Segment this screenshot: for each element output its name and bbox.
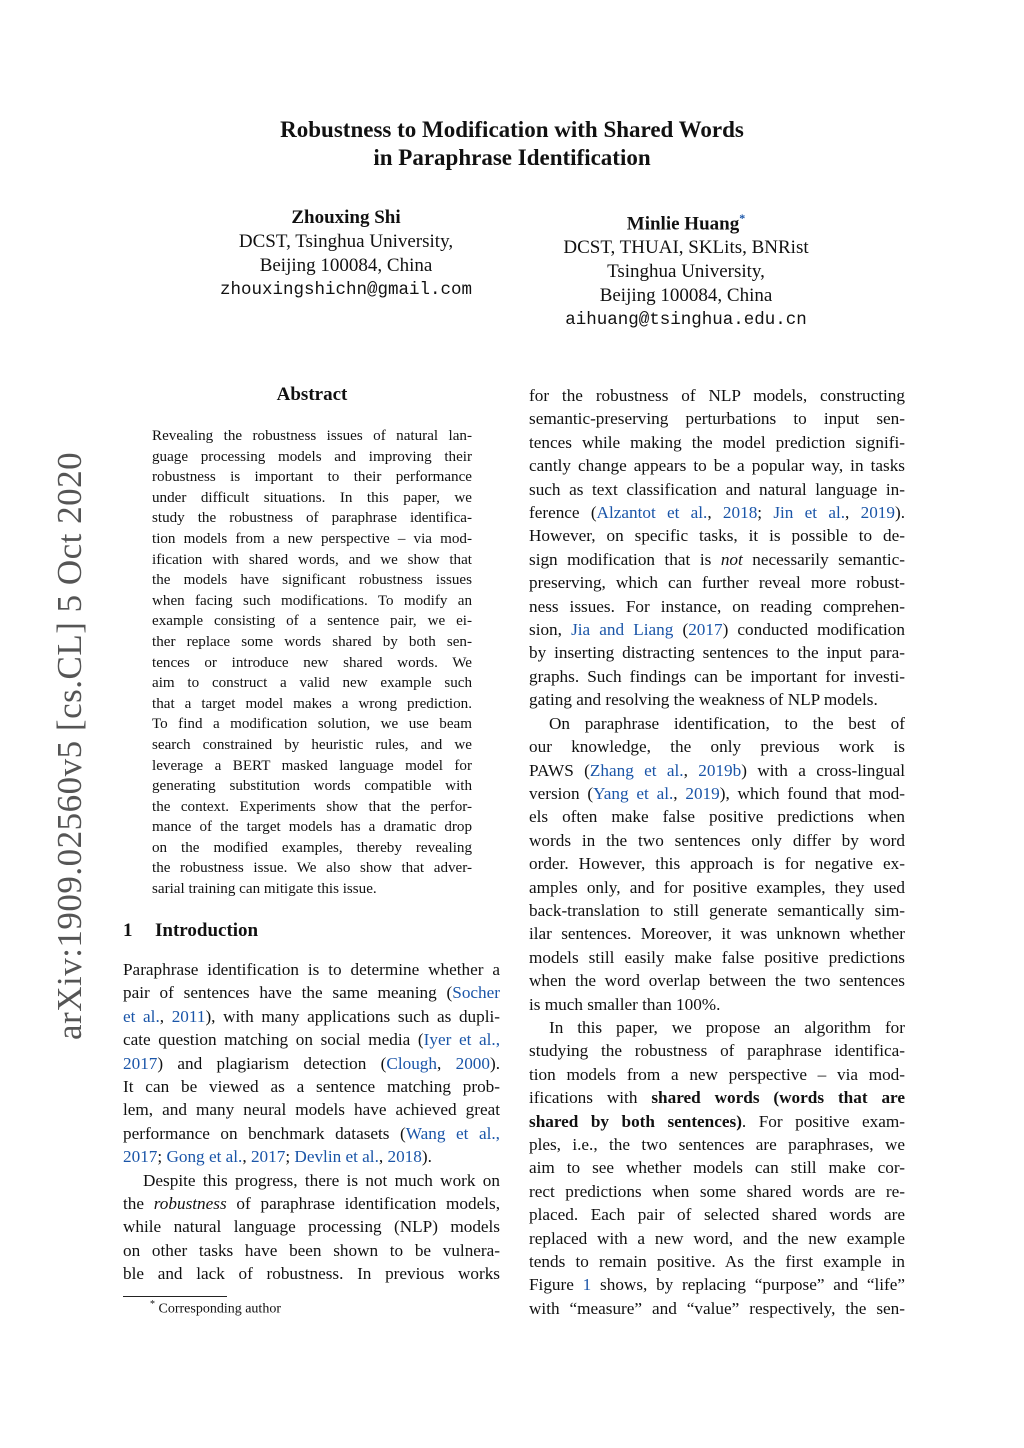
citation-link[interactable]: 2019 xyxy=(685,783,720,803)
abstract-line: mance of the target models has a dramatic drop xyxy=(152,819,472,836)
abstract-line: tences or introduce new shared words. We xyxy=(152,654,472,671)
citation-link[interactable]: Wang et al., xyxy=(405,1123,500,1143)
abstract-line: the robustness issue. We also show that adver- xyxy=(152,860,472,877)
abstract-line: ther replace some words shared by both sen- xyxy=(152,633,472,650)
abstract-line: the models have significant robustness issues xyxy=(152,572,472,589)
footnote-rule xyxy=(123,1296,227,1297)
citation-link[interactable]: Devlin et al. xyxy=(294,1147,379,1167)
abstract-line: on the modified examples, thereby revealing xyxy=(152,839,472,856)
abstract-line: the context. Experiments show that the perfor- xyxy=(152,798,472,815)
abstract-body xyxy=(152,426,472,900)
author-affiliation: Beijing 100084, China xyxy=(599,285,773,307)
citation-link[interactable]: Yang et al. xyxy=(593,783,674,803)
author-affiliation: Beijing 100084, China xyxy=(259,255,433,276)
author-affiliation: Tsinghua University, xyxy=(607,261,765,283)
abstract-line: tion models from a new perspective – via mod- xyxy=(152,530,472,547)
citation-link[interactable]: 2017 xyxy=(250,1147,286,1167)
citation-link[interactable]: Gong et al. xyxy=(166,1147,243,1167)
citation-link[interactable]: 2019 xyxy=(860,503,895,523)
citation-link[interactable]: 2000 xyxy=(455,1053,490,1073)
intro-paragraph-1: Paraphrase identification is to determine whether a pair of sentences have the same meaning (Socher et al., 2011), with many applications such as dupli- cate question matching on social media (Iyer et al., 2017) and plagiarism detection (Clough, 2000). It can be viewed as a sentence matching prob- lem, and many neural models have achieved great performance on benchmark datasets (Wang et al., 2017; Gong et al., 2017; Devlin et al., 2018). xyxy=(123,960,500,1167)
abstract-line: robustness is important to their performance xyxy=(152,469,472,486)
author-email[interactable]: zhouxingshichn@gmail.com xyxy=(219,280,473,300)
citation-link[interactable]: Alzantot et al. xyxy=(596,503,708,523)
citation-link[interactable]: Jin et al. xyxy=(773,503,846,523)
citation-link[interactable]: Socher xyxy=(452,983,500,1003)
citation-link[interactable]: Zhang et al. xyxy=(589,760,684,780)
abstract-line: study the robustness of paraphrase identifica- xyxy=(152,510,472,527)
citation-link[interactable]: 2018 xyxy=(722,503,758,523)
abstract-line: generating substitution words compatible with xyxy=(152,778,472,795)
section-number: 1 xyxy=(123,920,133,941)
citation-link[interactable]: et al. xyxy=(123,1006,160,1026)
author-block-1 xyxy=(196,206,496,302)
abstract-line: example consisting of a sentence pair, we ei- xyxy=(152,613,472,630)
author-email[interactable]: aihuang@tsinghua.edu.cn xyxy=(565,310,807,331)
section-heading-introduction xyxy=(123,920,258,942)
citation-link[interactable]: 2018 xyxy=(387,1147,422,1167)
citation-link[interactable]: 2017 xyxy=(688,620,723,640)
abstract-line: Revealing the robustness issues of natural lan- xyxy=(152,428,472,444)
author-affiliation: DCST, Tsinghua University, xyxy=(238,231,454,252)
abstract-line: leverage a BERT masked language model for xyxy=(152,757,472,774)
footnote-text: Corresponding author xyxy=(158,1301,281,1317)
left-column-body xyxy=(123,958,500,1286)
abstract-line: when facing such modifications. To modify an xyxy=(152,592,472,609)
title-line-2: in Paraphrase Identification xyxy=(373,145,651,170)
abstract-line: under difficult situations. In this paper, we xyxy=(152,489,472,506)
author-affiliation: DCST, THUAI, SKLits, BNRist xyxy=(563,237,809,259)
citation-link[interactable]: 2019b xyxy=(698,760,742,780)
citation-link[interactable]: 2017 xyxy=(123,1053,158,1073)
author-block-2 xyxy=(536,206,836,332)
abstract-line: To find a modification solution, we use beam xyxy=(152,716,472,733)
corresponding-mark[interactable]: * xyxy=(739,211,746,225)
right-paragraph-3: In this paper, we propose an algorithm for studying the robustness of paraphrase identifica- tion models from a new perspective – via mod- ifications with shared words (words that are shared by both sentences). For positive exam- ples, i.e., the two sentences are paraphrases, we aim to see whether models can still make cor- rect predictions when some shared words are re- placed. Each pair of selected shared words are replaced with a new word, and the new example tends to remain positive. As the first example in Figure 1 shows, by replacing “purpose” and “life” with “measure” and “value” respectively, the sen- xyxy=(529,1017,906,1318)
abstract-line: aim to construct a valid new example such xyxy=(152,675,472,692)
paper-title xyxy=(0,116,1024,172)
intro-paragraph-2: Despite this progress, there is not much work on the robustness of paraphrase identification models, while natural language processing (NLP) models on other tasks have been shown to be vulnera- ble and lack of robustness. In previous works xyxy=(123,1170,500,1284)
citation-link[interactable]: Jia and Liang xyxy=(571,620,674,640)
footnote-mark: * xyxy=(150,1299,155,1310)
right-paragraph-1: for the robustness of NLP models, constructing semantic-preserving perturbations to input sen- tences while making the model prediction signifi- cantly change appears to be a popular way, in tasks such as text classification and natural language in- ference (Alzantot et al., 2018; Jin et al., 2019). However, on specific tasks, it is possible to de- sign modification that is not necessarily semantic- preserving, which can further reveal more robust- ness issues. For instance, on reading comprehen- sion, Jia and Liang (2017) conducted modification by inserting distracting sentences to the input para- graphs. Such findings can be important for investi- gating and resolving the weakness of NLP models. xyxy=(529,386,905,710)
footnote xyxy=(150,1299,281,1318)
author-name: Minlie Huang xyxy=(626,213,740,235)
abstract-line: sarial training can mitigate this issue. xyxy=(152,881,377,898)
citation-link[interactable]: Iyer et al., xyxy=(423,1030,500,1050)
citation-link[interactable]: Clough xyxy=(386,1053,437,1073)
right-paragraph-2: On paraphrase identification, to the best of our knowledge, the only previous work is PAWS (Zhang et al., 2019b) with a cross-lingual version (Yang et al., 2019), which found that mod- els often make false positive predictions when words in the two sentences only differ by word order. However, this approach is for negative ex- amples only, and for positive examples, they used back-translation to still generate semantically sim- ilar sentences. Moreover, it was unknown whether models still easily make false positive predictions when the word overlap between the two sentences is much smaller than 100%. xyxy=(529,713,906,1014)
section-title: Introduction xyxy=(155,920,259,941)
abstract-line: that a target model makes a wrong prediction. xyxy=(152,695,472,712)
author-name: Zhouxing Shi xyxy=(291,207,401,228)
abstract-line: guage processing models and improving their xyxy=(152,448,472,465)
abstract-line: search constrained by heuristic rules, and we xyxy=(152,736,472,753)
citation-link[interactable]: 2017 xyxy=(123,1147,158,1167)
figure-reference-link[interactable]: 1 xyxy=(582,1275,592,1295)
title-line-1: Robustness to Modification with Shared Words xyxy=(280,117,744,142)
abstract-line: ification with shared words, and we show that xyxy=(152,551,472,568)
right-column-body xyxy=(529,384,905,1320)
arxiv-identifier: arXiv:1909.02560v5 [cs.CL] 5 Oct 2020 xyxy=(50,451,89,1040)
abstract-heading: Abstract xyxy=(276,384,348,405)
citation-link[interactable]: 2011 xyxy=(171,1006,206,1026)
